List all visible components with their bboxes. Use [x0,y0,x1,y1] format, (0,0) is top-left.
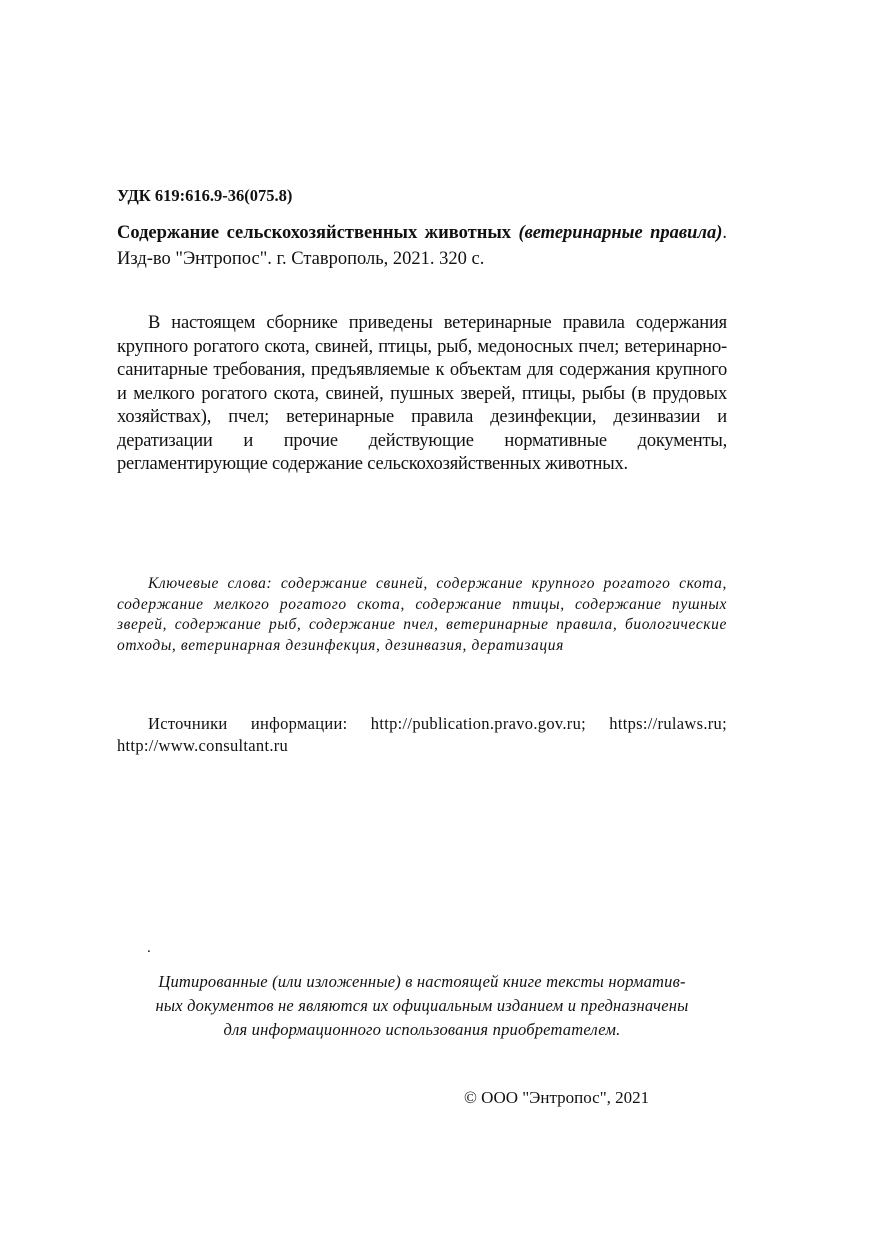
abstract: В настоящем сборнике приведены ветеринарные правила содержания крупного рогатого скота, свиней, птицы, рыб, медоносных пчел; ветеринарно-санитарные требования, предъявляемые к объектам для содержания крупного и мелкого рогатого скота, свиней, пушных зверей, птицы, рыбы (в прудовых хозяйствах), пчел; ветеринарные правила дезинфекции, дезинвазии и дератизации и прочие действующие нормативные документы, регламентирующие содержание сельскохозяйственных животных. [117,313,727,474]
keywords: Ключевые слова: содержание свиней, содержание крупного рогатого скота, содержание мелкого рогатого скота, содержание птицы, содержание пушных зверей, содержание рыб, содержание пчел, ветеринарные правила, биологические отходы, ветеринарная дезинфекция, дезинвазия, дератизация [117,575,727,654]
book-title: Содержание сельскохозяйственных животных [117,223,512,243]
copyright-notice: © ООО "Энтропос", 2021 [464,1088,650,1107]
disclaimer-line: Цитированные (или изложенные) в настоящей книге тексты норматив- [158,972,686,991]
udk-code: УДК 619:616.9-36(075.8) [117,186,293,205]
bibliographic-citation [117,220,727,272]
information-sources: Источники информации: http://publication.pravo.gov.ru; https://rulaws.ru; http://www.consultant.ru [117,714,727,755]
stray-dot: . [147,940,151,956]
book-subtitle: (ветеринарные правила) [518,223,723,243]
publisher-info: . Изд-во "Энтропос". г. Ставрополь, 2021. 320 с. [117,223,727,269]
disclaimer-line: для информационного использования приобретателем. [223,1020,621,1039]
disclaimer [117,970,727,1042]
disclaimer-line: ных документов не являются их официальным изданием и предназначены [155,996,689,1015]
